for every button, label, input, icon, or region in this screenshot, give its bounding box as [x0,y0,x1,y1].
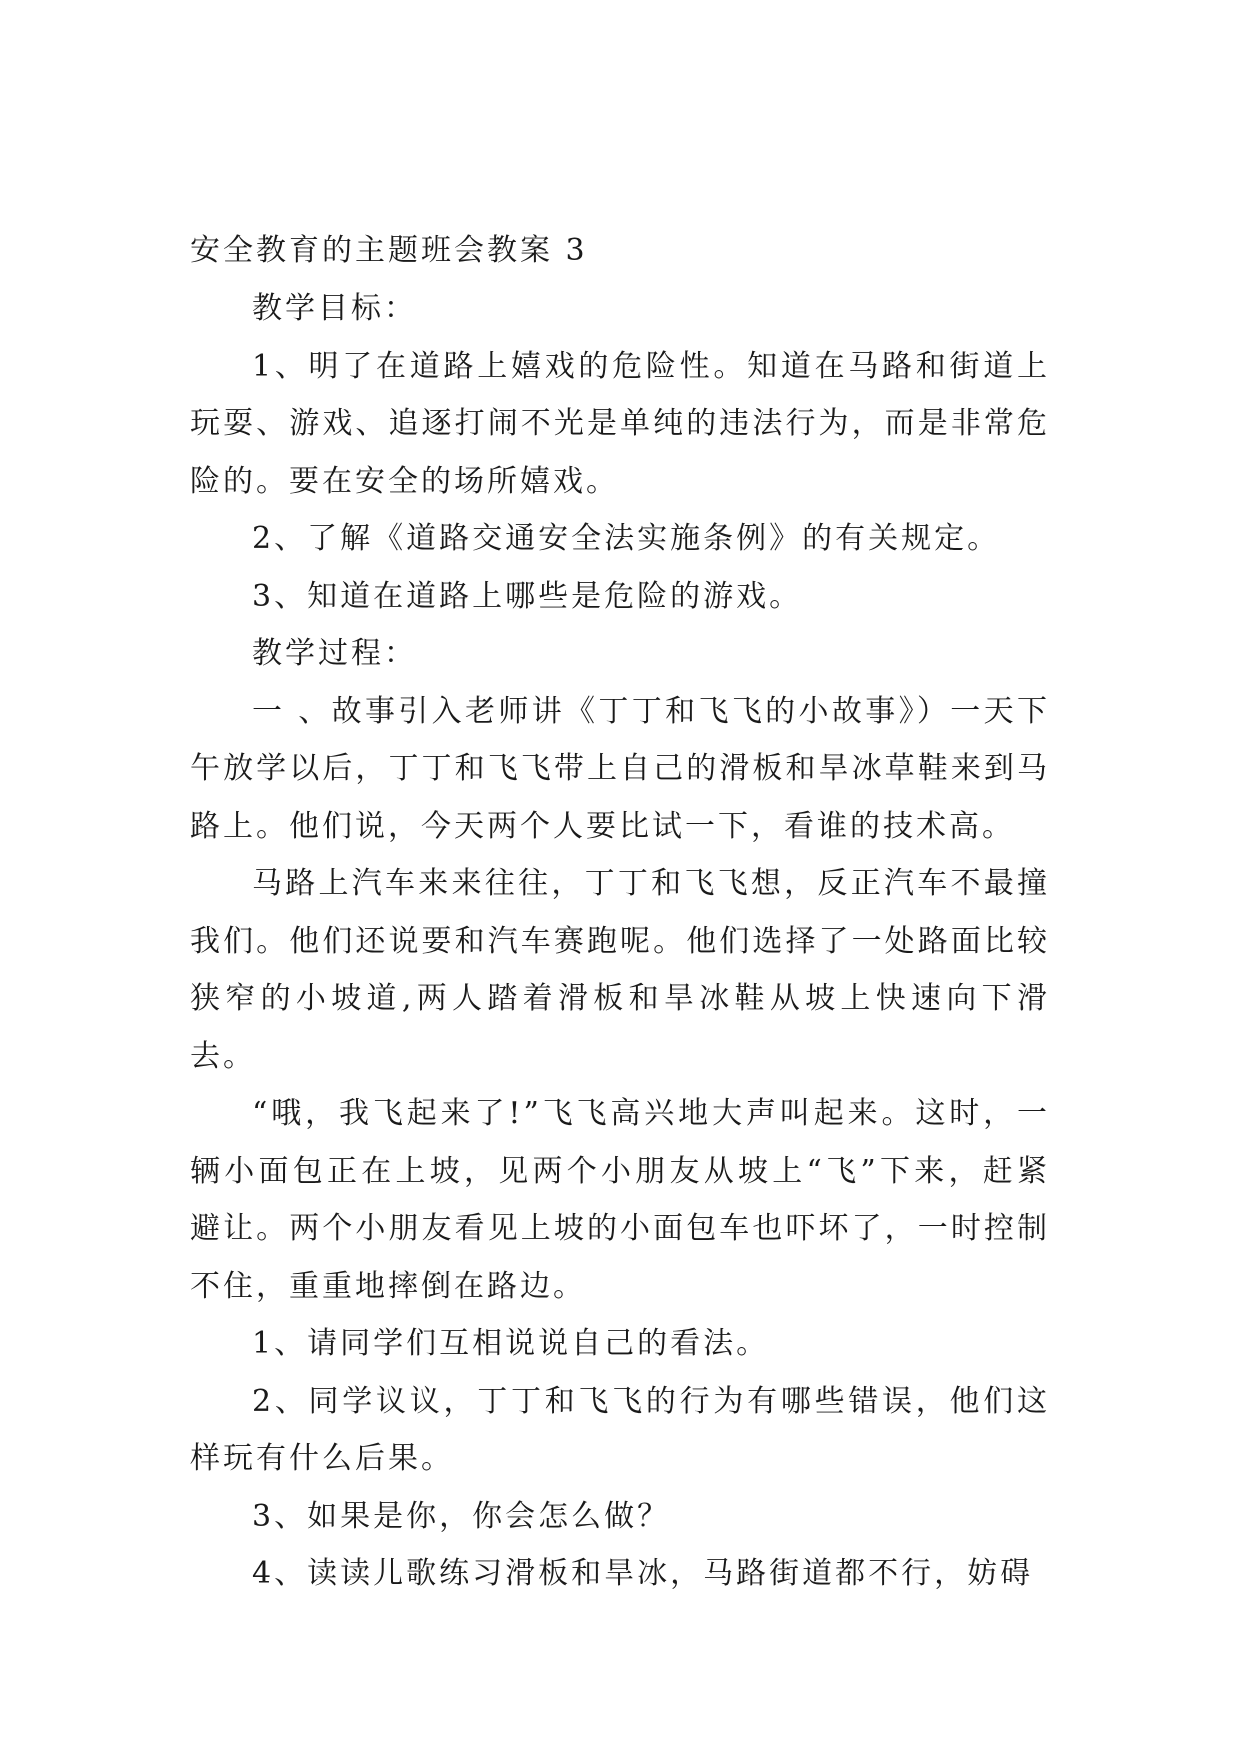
paragraph-teaching-goals-heading: 教学目标： [252,291,417,326]
paragraph-goal-1: 1、明了在道路上嬉戏的危险性。知道在马路和街道上玩耍、游戏、追逐打闹不光是单纯的违法行为，而是非常危险的。要在安全的场所嬉戏。 [190,348,1050,499]
paragraph-discussion-1: 1、请同学们互相说说自己的看法。 [252,1326,770,1361]
paragraph-goal-3: 3、知道在道路上哪些是危险的游戏。 [252,578,803,614]
paragraph-discussion-4: 4、读读儿歌练习滑板和旱冰，马路街道都不行，妨碍 [252,1556,1034,1591]
paragraph-discussion-2: 2、同学议议，丁丁和飞飞的行为有哪些错误，他们这样玩有什么后果。 [190,1383,1050,1476]
document-title: 安全教育的主题班会教案 3 [190,233,588,268]
paragraph-teaching-process-heading: 教学过程： [252,636,417,671]
paragraph-story-climax: “哦，我飞起来了!”飞飞高兴地大声叫起来。这时，一辆小面包正在上坡，见两个小朋友从坡上“飞”下来，赶紧避让。两个小朋友看见上坡的小面包车也吓坏了，一时控制不住，重重地摔倒在路边。 [190,1096,1050,1304]
paragraph-goal-2: 2、了解《道路交通安全法实施条例》的有关规定。 [252,521,1001,556]
paragraph-story-intro: 一 、故事引入老师讲《丁丁和飞飞的小故事》）一天下午放学以后，丁丁和飞飞带上自己的滑板和旱冰草鞋来到马路上。他们说，今天两个人要比试一下，看谁的技术高。 [190,693,1050,844]
paragraph-discussion-3: 3、如果是你，你会怎么做？ [252,1498,671,1534]
document-body [190,222,1050,1603]
paragraph-story-body: 马路上汽车来来往往，丁丁和飞飞想，反正汽车不最撞我们。他们还说要和汽车赛跑呢。他们选择了一处路面比较狭窄的小坡道,两人踏着滑板和旱冰鞋从坡上快速向下滑去。 [190,866,1050,1074]
